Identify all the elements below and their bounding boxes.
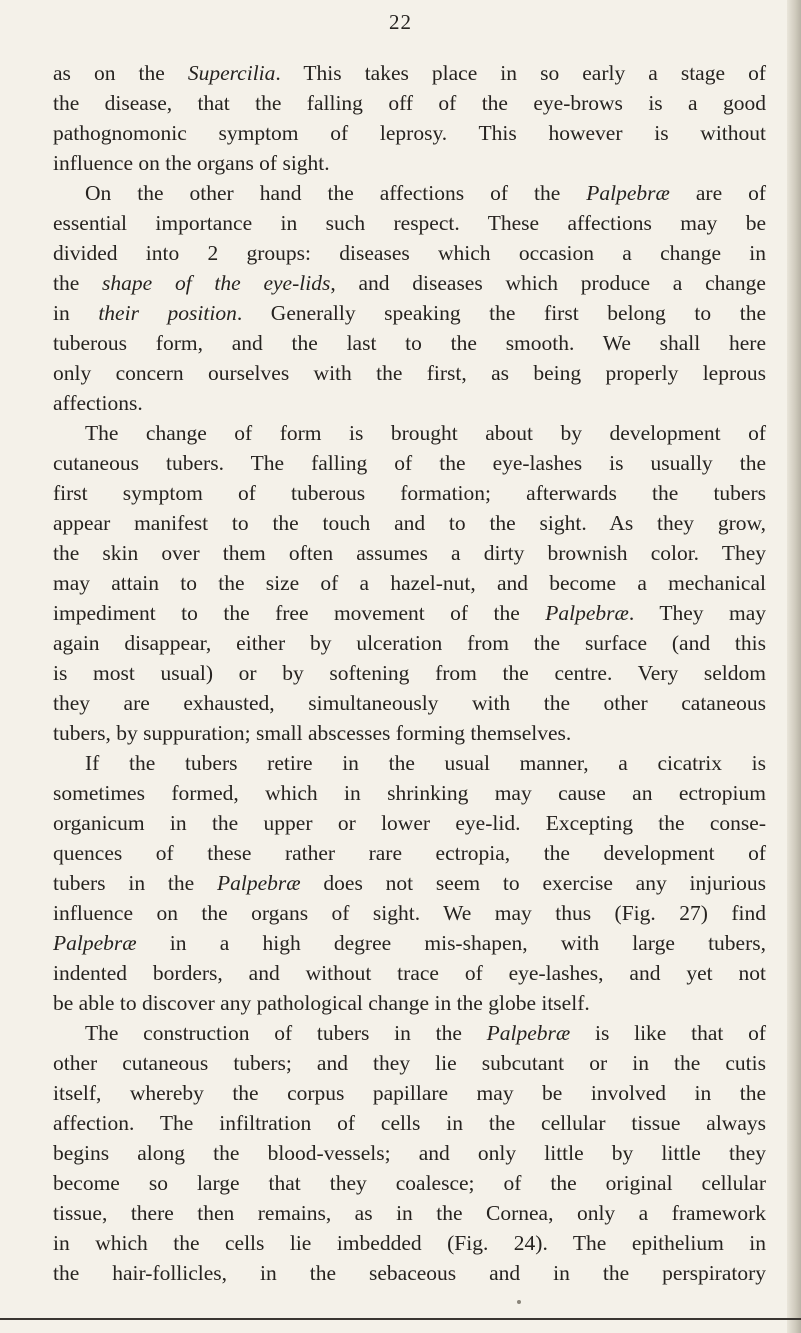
text-line: If the tubers retire in the usual manner, a cicatrix is — [85, 751, 766, 775]
text-line: other cutaneous tubers; and they lie subcutant or in the cutis — [53, 1051, 766, 1075]
italic-phrase: Palpebræ — [486, 1021, 571, 1045]
text-line: itself, whereby the corpus papillare may be involved in the — [53, 1081, 766, 1105]
italic-phrase: Palpebræ — [545, 601, 629, 625]
italic-phrase: shape of the eye-lids — [102, 271, 331, 295]
text-line: essential importance in such respect. These affections may be — [53, 211, 766, 235]
text-line: they are exhausted, simultaneously with the other cataneous — [53, 691, 766, 715]
text-body — [53, 58, 766, 1288]
text-line: begins along the blood-vessels; and only little by little they — [53, 1141, 766, 1165]
text-line: influence on the organs of sight. We may thus (Fig. 27) find — [53, 901, 766, 925]
text-line: is most usual) or by softening from the centre. Very seldom — [53, 661, 766, 685]
ink-speck — [517, 1300, 521, 1304]
italic-phrase: Palpebræ — [586, 181, 670, 205]
text-line: pathognomonic symptom of leprosy. This however is without — [53, 121, 766, 145]
italic-phrase: Palpebræ — [53, 931, 137, 955]
text-line: appear manifest to the touch and to the sight. As they grow, — [53, 511, 766, 535]
text-line: affections. — [53, 391, 143, 415]
text-line: tubers in the Palpebræ does not seem to exercise any injurious — [53, 871, 766, 895]
text-line: in their position. Generally speaking the first belong to the — [53, 301, 766, 325]
page-number: 22 — [389, 10, 412, 34]
text-line: quences of these rather rare ectropia, the development of — [53, 841, 766, 865]
text-line: only concern ourselves with the first, as being properly leprous — [53, 361, 766, 385]
text-line: organicum in the upper or lower eye-lid. Excepting the conse- — [53, 811, 766, 835]
text-line: the shape of the eye-lids, and diseases which produce a change — [53, 271, 766, 295]
text-line: On the other hand the affections of the Palpebræ are of — [85, 181, 767, 205]
text-line: the hair-follicles, in the sebaceous and in the perspiratory — [53, 1261, 766, 1285]
text-line: may attain to the size of a hazel-nut, and become a mechanical — [53, 571, 766, 595]
text-line: first symptom of tuberous formation; afterwards the tubers — [53, 481, 766, 505]
text-line: the skin over them often assumes a dirty brownish color. They — [53, 541, 766, 565]
text-line: cutaneous tubers. The falling of the eye-lashes is usually the — [53, 451, 766, 475]
text-line: the disease, that the falling off of the eye-brows is a good — [53, 91, 766, 115]
text-line: become so large that they coalesce; of the original cellular — [53, 1171, 766, 1195]
italic-phrase: Palpebræ — [216, 871, 301, 895]
text-line: influence on the organs of sight. — [53, 151, 330, 175]
text-line: indented borders, and without trace of eye-lashes, and yet not — [53, 961, 766, 985]
bottom-rule — [0, 1318, 801, 1320]
text-line: tuberous form, and the last to the smooth. We shall here — [53, 331, 766, 355]
text-line: in which the cells lie imbedded (Fig. 24). The epithelium in — [53, 1231, 766, 1255]
page-edge-shadow — [787, 0, 801, 1333]
text-line: as on the Supercilia. This takes place in so early a stage of — [53, 61, 766, 85]
italic-phrase: their position — [98, 301, 237, 325]
text-line: The change of form is brought about by development of — [85, 421, 766, 445]
text-line: affection. The infiltration of cells in the cellular tissue always — [53, 1111, 766, 1135]
text-line: divided into 2 groups: diseases which occasion a change in — [53, 241, 766, 265]
text-line: again disappear, either by ulceration from the surface (and this — [53, 631, 766, 655]
text-line: Palpebræ in a high degree mis-shapen, with large tubers, — [53, 931, 766, 955]
text-line: tubers, by suppuration; small abscesses forming themselves. — [53, 721, 572, 745]
text-line: tissue, there then remains, as in the Cornea, only a framework — [53, 1201, 766, 1225]
text-line: be able to discover any pathological change in the globe itself. — [53, 991, 590, 1015]
text-line: sometimes formed, which in shrinking may cause an ectropium — [53, 781, 766, 805]
text-line: The construction of tubers in the Palpebræ is like that of — [85, 1021, 766, 1045]
italic-phrase: Supercilia — [187, 61, 276, 85]
text-line: impediment to the free movement of the Palpebræ. They may — [53, 601, 766, 625]
